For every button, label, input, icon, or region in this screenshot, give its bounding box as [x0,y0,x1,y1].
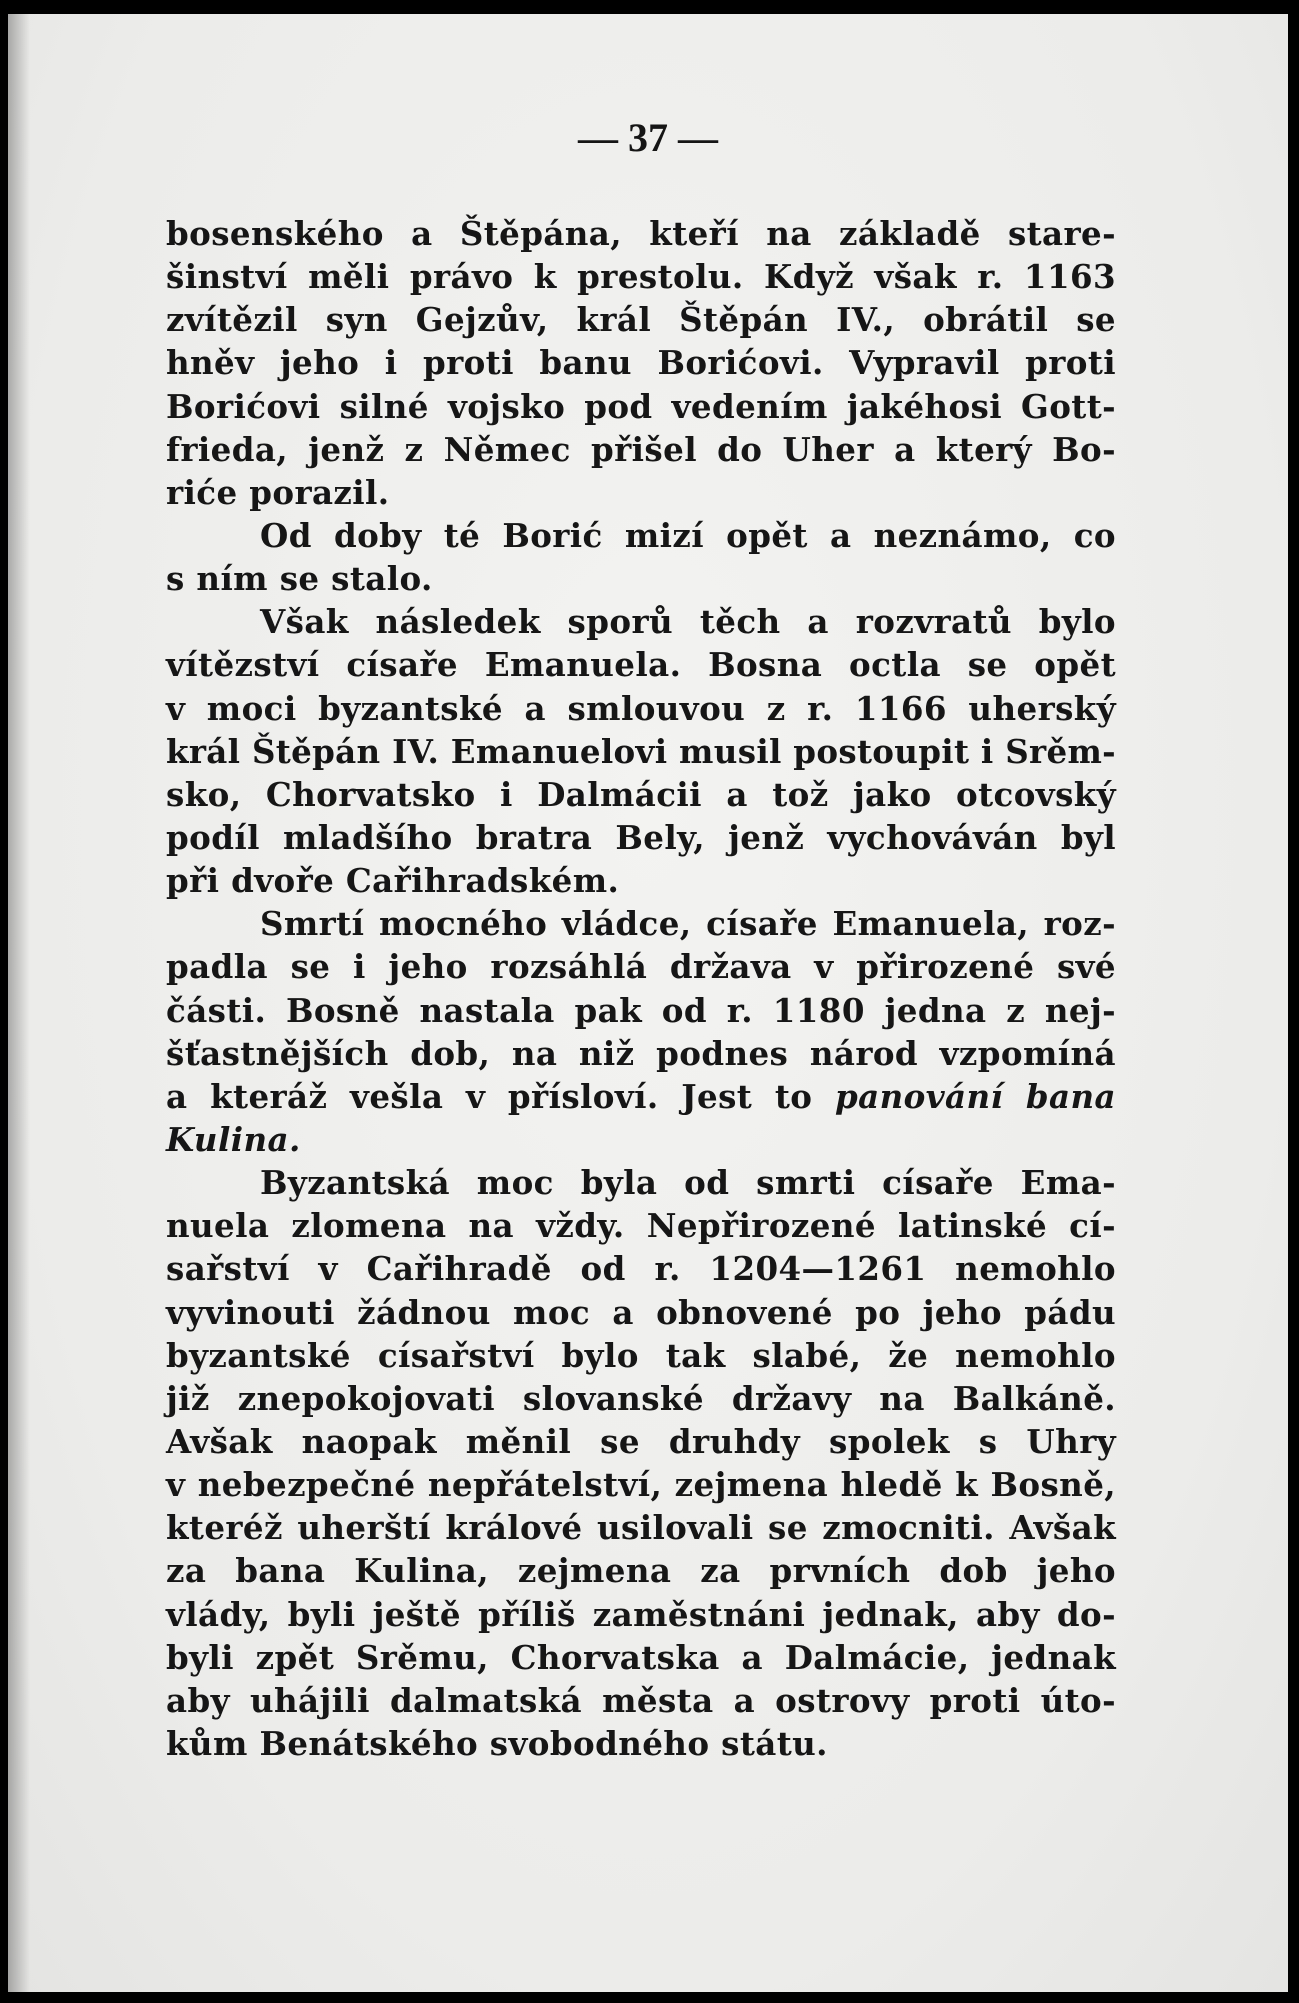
paragraph-2 [166,514,1116,600]
text-line: za bana Kulina, zejmena za prvních dob jeho [166,1551,1116,1591]
text-line: s ním se stalo. [166,559,433,599]
text-line: části. Bosně nastala pak od r. 1180 jedna z nej- [166,990,1116,1030]
text-line: sařství v Cařihradě od r. 1204—1261 nemohlo [166,1249,1116,1289]
text-line: již znepokojovati slovanské državy na Balkáně. [166,1378,1116,1418]
italic-phrase: panování bana [835,1076,1116,1116]
text-line: kteréž uherští králové usilovali se zmocniti. Avšak [166,1508,1116,1548]
paragraph-5 [166,1161,1116,1765]
text-line: Borićovi silné vojsko pod vedením jakéhosi Gott- [166,386,1116,426]
text-line: vítězství císaře Emanuela. Bosna octla se opět [166,645,1116,685]
page-edge-shadow [8,14,30,1992]
text-line: při dvoře Cařihradském. [166,861,620,901]
text-line: nuela zlomena na vždy. Nepřirozené latinské cí- [166,1206,1116,1246]
text-line: Od doby té Borić mizí opět a neznámo, co [260,515,1116,555]
text-line: vyvinouti žádnou moc a obnovené po jeho pádu [166,1292,1116,1332]
text-line: zvítězil syn Gejzův, král Štěpán IV., obrátil se [166,300,1116,340]
paragraph-3 [166,600,1116,902]
text-line: byzantské císařství bylo tak slabé, že nemohlo [166,1335,1116,1375]
body-text [166,212,1116,1765]
text-fragment: a kteráž vešla v přísloví. Jest to [166,1076,813,1116]
text-line-with-italic [166,1075,1116,1118]
text-line: padla se i jeho rozsáhlá država v přirozené své [166,947,1116,987]
text-line: král Štěpán IV. Emanuelovi musil postoupit i Srěm- [166,731,1116,771]
text-line: sko, Chorvatsko i Dalmácii a tož jako otcovský [166,774,1116,814]
italic-phrase-end: Kulina. [166,1119,301,1159]
text-line: Však následek sporů těch a rozvratů bylo [260,602,1116,642]
text-line: bosenského a Štěpána, kteří na základě stare- [166,214,1116,253]
paragraph-4 [166,902,1116,1161]
text-line: v nebezpečné nepřátelství, zejmena hledě k Bosně, [166,1465,1116,1505]
text-line: hněv jeho i proti banu Borićovi. Vypravil proti [166,343,1116,383]
book-page [8,14,1288,1992]
text-line: Smrtí mocného vládce, císaře Emanuela, roz- [260,904,1116,944]
text-line: aby uhájili dalmatská města a ostrovy proti úto- [166,1680,1116,1720]
text-line: podíl mladšího bratra Bely, jenž vychováván byl [166,817,1116,857]
text-line: kům Benátského svobodného státu. [166,1723,828,1763]
text-line: Avšak naopak měnil se druhdy spolek s Uhry [166,1421,1116,1461]
text-line: šinství měli právo k prestolu. Když však r. 1163 [166,257,1116,297]
paragraph-1 [166,212,1116,514]
text-line: byli zpět Srěmu, Chorvatska a Dalmácie, jednak [166,1637,1116,1677]
text-line: frieda, jenž z Němec přišel do Uher a který Bo- [166,429,1116,469]
text-line: riće porazil. [166,472,390,512]
text-line: šťastnějších dob, na niž podnes národ vzpomíná [166,1033,1116,1073]
page-number: — 37 — [578,115,718,160]
text-line: v moci byzantské a smlouvou z r. 1166 uherský [166,688,1116,728]
text-line: vlády, byli ještě příliš zaměstnáni jednak, aby do- [166,1594,1116,1634]
text-line [166,1118,1116,1161]
text-line: Byzantská moc byla od smrti císaře Ema- [260,1163,1116,1203]
